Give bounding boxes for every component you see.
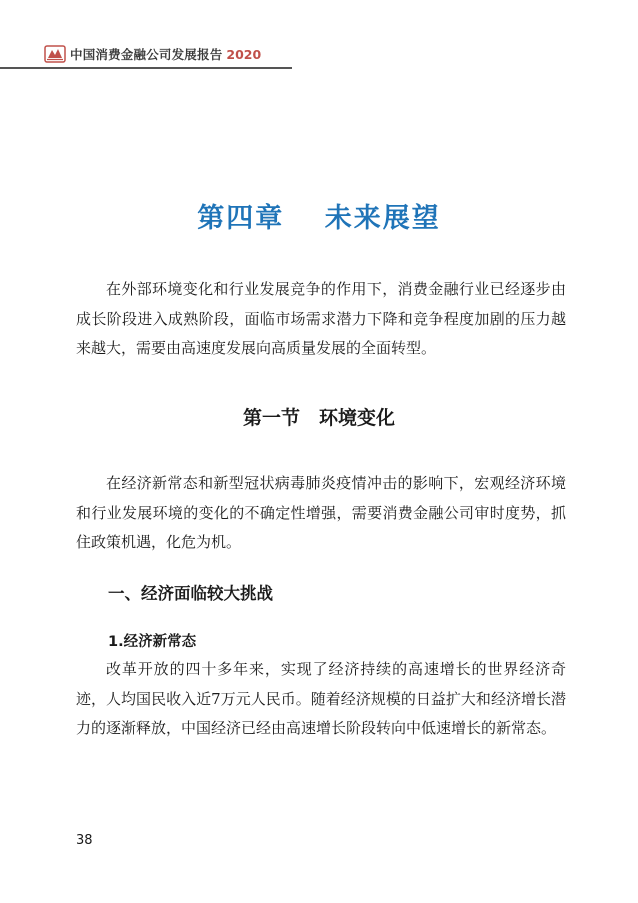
page-number: 38 (76, 833, 93, 848)
logo-icon (44, 44, 66, 64)
subsubsection-title: 1.经济新常态 (108, 634, 197, 650)
chapter-title: 第四章 未来展望 (197, 203, 441, 234)
section-intro-paragraph: 在经济新常态和新型冠状病毒肺炎疫情冲击的影响下，宏观经济环境和行业发展环境的变化的不确定性增强，需要消费金融公司审时度势，抓住政策机遇，化危为机。 (76, 474, 566, 551)
report-year: 2020 (226, 46, 262, 62)
running-header (44, 42, 261, 66)
report-title: 中国消费金融公司发展报告 (70, 47, 223, 62)
section-title: 第一节 环境变化 (242, 407, 395, 429)
subsection-title: 一、经济面临较大挑战 (108, 584, 273, 603)
subsubsection-body-paragraph: 改革开放的四十多年来，实现了经济持续的高速增长的世界经济奇迹，人均国民收入近7万元人民币。随着经济规模的日益扩大和经济增长潜力的逐渐释放，中国经济已经由高速增长阶段转向中低速增长的新常态。 (76, 660, 566, 737)
chapter-intro-paragraph: 在外部环境变化和行业发展竞争的作用下，消费金融行业已经逐步由成长阶段进入成熟阶段，面临市场需求潜力下降和竞争程度加剧的压力越来越大，需要由高速度发展向高质量发展的全面转型。 (76, 280, 566, 357)
header-divider (0, 67, 292, 69)
